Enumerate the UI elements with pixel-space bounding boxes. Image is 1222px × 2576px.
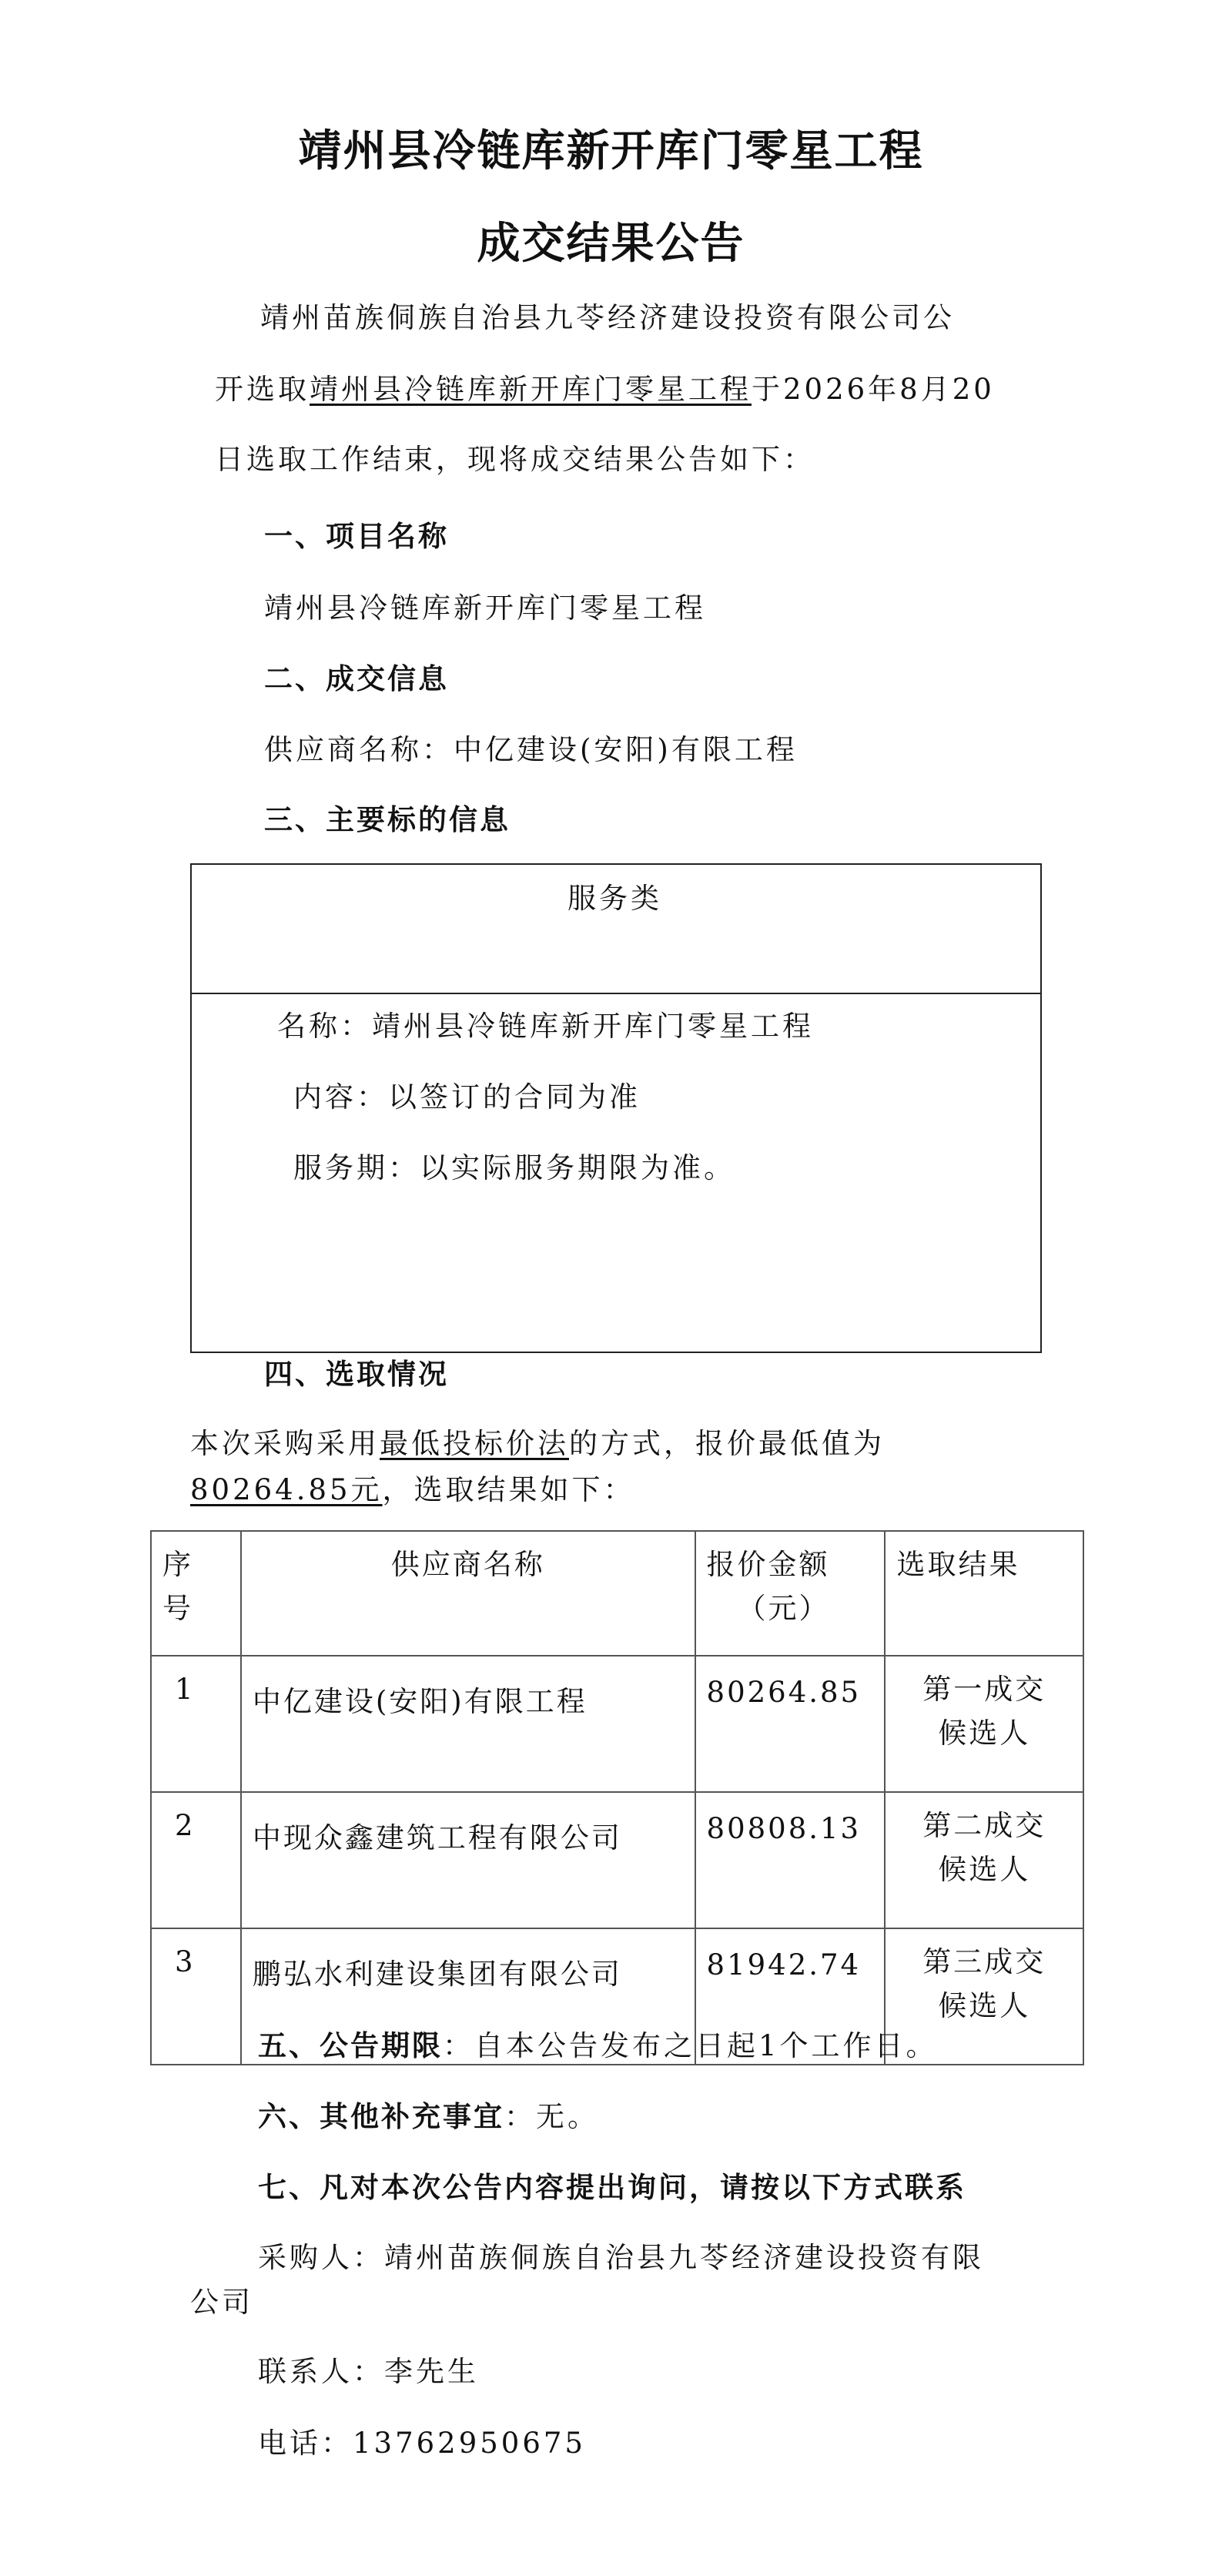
box-divider: [192, 993, 1040, 994]
row-result-line1: 第二成交: [922, 1809, 1046, 1842]
row-no: 3: [151, 1928, 241, 2065]
subject-content-text: 内容：以签订的合同为准: [293, 1080, 641, 1114]
row-result-line1: 第一成交: [922, 1673, 1046, 1706]
row-supplier: 中亿建设(安阳)有限工程: [241, 1656, 695, 1792]
row-price: 80264.85: [695, 1656, 886, 1792]
announcement-period-line: [258, 2029, 938, 2063]
section-heading-project-name: 一、项目名称: [264, 520, 449, 553]
section-heading-subject-info: 三、主要标的信息: [264, 803, 511, 836]
header-price-line2: （元）: [737, 1592, 830, 1626]
header-no-line1: 序: [162, 1548, 193, 1581]
row-supplier: 鹏弘水利建设集团有限公司: [241, 1928, 695, 2065]
lowest-price-text: 的方式，报价最低值为: [569, 1427, 885, 1460]
intro-text: 开选取: [215, 373, 310, 406]
other-matters-line: [258, 2100, 599, 2134]
intro-line-3: 日选取工作结束，现将成交结果公告如下：: [215, 443, 815, 476]
document-subtitle: 成交结果公告: [477, 219, 745, 269]
service-period-text: 服务期：以实际服务期限为准。: [293, 1151, 735, 1184]
announcement-period-text: ：自本公告发布之日起1个工作日。: [443, 2029, 938, 2062]
section-heading-other: 六、其他补充事宜: [258, 2100, 504, 2133]
table-row: [151, 1656, 1083, 1792]
section-heading-period: 五、公告期限: [258, 2029, 443, 2062]
buyer-line-2: 公司: [190, 2286, 253, 2319]
buyer-line-1: 采购人：靖州苗族侗族自治县九苓经济建设投资有限: [258, 2241, 984, 2274]
row-no: 1: [151, 1656, 241, 1792]
row-result: [885, 1792, 1083, 1928]
table-header-row: [151, 1531, 1083, 1656]
service-category-label: 服务类: [567, 882, 662, 915]
header-price: [695, 1531, 886, 1656]
row-no: 2: [151, 1792, 241, 1928]
table-row: [151, 1792, 1083, 1928]
intro-line-1: 靖州苗族侗族自治县九苓经济建设投资有限公司公: [260, 301, 955, 334]
intro-line-2: [215, 373, 995, 407]
row-result-line1: 第三成交: [922, 1945, 1046, 1978]
document-title: 靖州县冷链库新开库门零星工程: [298, 126, 924, 176]
header-no-line2: 号: [162, 1592, 193, 1626]
section-heading-contact: 七、凡对本次公告内容提出询问，请按以下方式联系: [258, 2171, 966, 2204]
header-no: [151, 1531, 241, 1656]
contact-person: 联系人：李先生: [258, 2355, 479, 2388]
row-price: 81942.74: [695, 1928, 886, 2065]
method-text: 本次采购采用: [190, 1427, 380, 1460]
subject-name-text: 名称：靖州县冷链库新开库门零星工程: [277, 1010, 814, 1043]
row-price: 80808.13: [695, 1792, 886, 1928]
lowest-price-line: [190, 1473, 635, 1507]
selection-results-table: [150, 1530, 1084, 2065]
other-matters-text: ：无。: [504, 2100, 599, 2133]
project-name-underlined: 靖州县冷链库新开库门零星工程: [310, 373, 752, 406]
section-heading-selection: 四、选取情况: [264, 1358, 449, 1391]
row-result: [885, 1656, 1083, 1792]
section-heading-deal-info: 二、成交信息: [264, 662, 449, 695]
row-result-line2: 候选人: [938, 1717, 1031, 1750]
supplier-name-text: 供应商名称：中亿建设(安阳)有限工程: [264, 733, 798, 766]
row-result-line2: 候选人: [938, 1989, 1031, 2023]
header-result: 选取结果: [885, 1531, 1083, 1656]
results-intro-text: ，选取结果如下：: [382, 1473, 635, 1506]
header-supplier: 供应商名称: [241, 1531, 695, 1656]
row-result-line2: 候选人: [938, 1853, 1031, 1887]
selection-method-line: [190, 1427, 885, 1461]
method-underlined: 最低投标价法: [380, 1427, 569, 1460]
header-price-line1: 报价金额: [706, 1548, 830, 1581]
project-name-text: 靖州县冷链库新开库门零星工程: [264, 591, 706, 625]
row-supplier: 中现众鑫建筑工程有限公司: [241, 1792, 695, 1928]
contact-phone: 电话：13762950675: [258, 2427, 586, 2460]
lowest-price-amount: 80264.85元: [190, 1473, 383, 1506]
intro-date-text: 于2026年8月20: [752, 373, 995, 406]
